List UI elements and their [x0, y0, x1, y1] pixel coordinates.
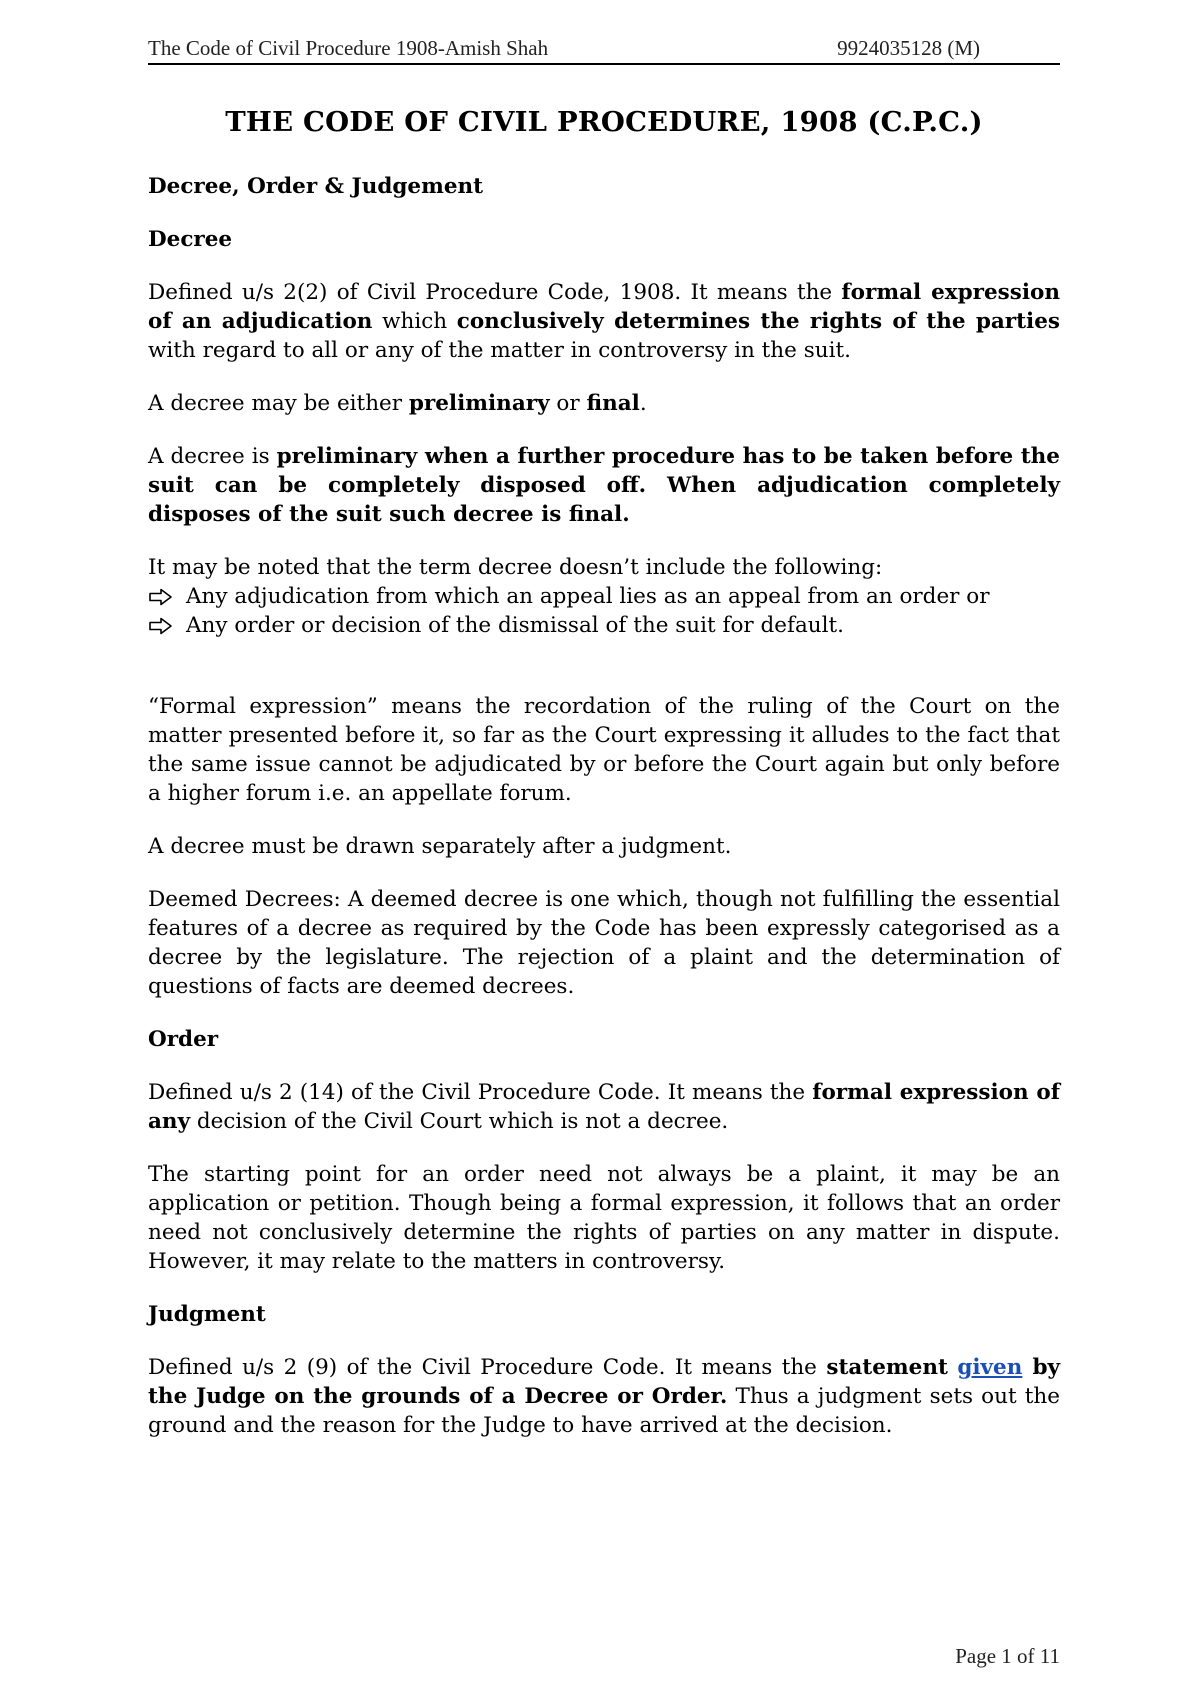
given-link[interactable]: given — [957, 1355, 1023, 1380]
document-body — [148, 92, 1060, 1440]
list-item: Any order or decision of the dismissal of the suit for default. — [186, 611, 1060, 640]
arrow-bullet-icon — [148, 582, 182, 611]
formal-expression-paragraph: “Formal expression” means the recordation of the ruling of the Court on the matter presented before it, so far as the Court expressing it alludes to the fact that the same issue cannot be adjudicated by or before the Court again but only before a higher forum i.e. an appellate forum. — [148, 694, 1060, 806]
decree-exclusions-list — [148, 582, 1060, 640]
document-title: THE CODE OF CIVIL PROCEDURE, 1908 (C.P.C.) — [225, 106, 983, 138]
decree-heading: Decree — [148, 227, 233, 252]
order-paragraph: The starting point for an order need not always be a plaint, it may be an application or petition. Though being a formal expression, it follows that an order need not conclusively determine the rights of parties on any matter in dispute. However, it may relate to the matters in controversy. — [148, 1162, 1060, 1274]
page-number: Page 1 of 11 — [955, 1644, 1060, 1668]
header-phone: 9924035128 (M) — [837, 36, 980, 60]
section-heading: Decree, Order & Judgement — [148, 174, 484, 199]
list-item: Any adjudication from which an appeal lies as an appeal from an order or — [186, 582, 1060, 611]
decree-definition: Defined u/s 2(2) of Civil Procedure Code, 1908. It means the formal expression of an adjudication which conclusively determines the rights of the parties with regard to all or any of the matter in controversy in the suit. — [148, 280, 1060, 363]
judgment-definition: Defined u/s 2 (9) of the Civil Procedure Code. It means the statement given by the Judge on the grounds of a Decree or Order. Thus a judgment sets out the ground and the reason for the Judge to have arrived at the decision. — [148, 1355, 1060, 1438]
decree-preliminary: A decree is preliminary when a further procedure has to be taken before the suit can be completely disposed off. When adjudication completely disposes of the suit such decree is final. — [148, 444, 1060, 527]
judgment-heading: Judgment — [148, 1302, 266, 1327]
decree-drawn-paragraph: A decree must be drawn separately after a judgment. — [148, 834, 732, 859]
page-header — [148, 36, 1060, 65]
decree-exclusions-intro: It may be noted that the term decree doesn’t include the following: — [148, 555, 883, 580]
deemed-decrees-paragraph: Deemed Decrees: A deemed decree is one which, though not fulfilling the essential features of a decree as required by the Code has been expressly categorised as a decree by the legislature. The rejection of a plaint and the determination of questions of facts are deemed decrees. — [148, 887, 1060, 999]
header-title: The Code of Civil Procedure 1908-Amish Shah — [148, 36, 549, 60]
order-heading: Order — [148, 1027, 219, 1052]
arrow-bullet-icon — [148, 611, 182, 640]
order-definition: Defined u/s 2 (14) of the Civil Procedure Code. It means the formal expression of any decision of the Civil Court which is not a decree. — [148, 1080, 1060, 1134]
decree-kinds: A decree may be either preliminary or final. — [148, 391, 647, 416]
